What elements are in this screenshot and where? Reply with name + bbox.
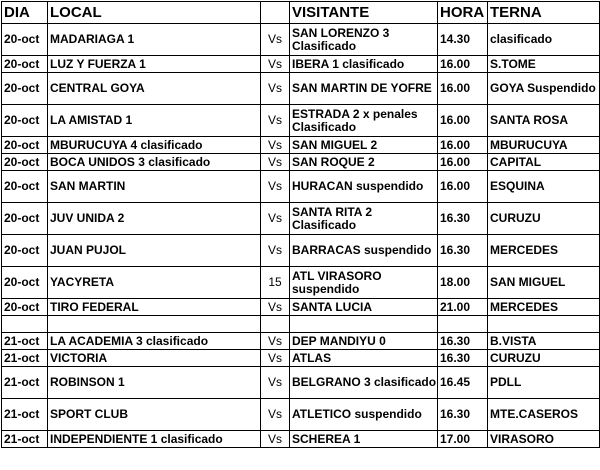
cell-visitante: [290, 316, 438, 333]
cell-vs: Vs: [261, 171, 290, 203]
cell-dia: 20-oct: [2, 267, 48, 299]
table-row: [2, 299, 600, 316]
cell-dia: 20-oct: [2, 171, 48, 203]
cell-terna: MERCEDES: [488, 299, 600, 316]
cell-visitante: SAN MARTIN DE YOFRE: [290, 73, 438, 105]
cell-terna: PDLL: [488, 367, 600, 399]
cell-visitante: SAN ROQUE 2: [290, 154, 438, 171]
cell-visitante: ATLAS: [290, 350, 438, 367]
cell-local: MBURUCUYA 4 clasificado: [48, 137, 261, 154]
cell-vs: Vs: [261, 367, 290, 399]
table-row: [2, 367, 600, 399]
cell-dia: 20-oct: [2, 56, 48, 73]
cell-dia: 21-oct: [2, 350, 48, 367]
header-local: LOCAL: [48, 2, 261, 24]
cell-terna: clasificado: [488, 24, 600, 56]
cell-dia: 20-oct: [2, 235, 48, 267]
cell-hora: 16.00: [438, 171, 488, 203]
header-hora: HORA: [438, 2, 488, 24]
cell-visitante: BELGRANO 3 clasificado: [290, 367, 438, 399]
cell-hora: 16.00: [438, 105, 488, 137]
cell-hora: 16.30: [438, 399, 488, 431]
cell-vs: Vs: [261, 73, 290, 105]
header-dia: DIA: [2, 2, 48, 24]
cell-local: JUV UNIDA 2: [48, 203, 261, 235]
cell-terna: GOYA Suspendido: [488, 73, 600, 105]
cell-local: LA AMISTAD 1: [48, 105, 261, 137]
cell-vs: 15: [261, 267, 290, 299]
cell-vs: Vs: [261, 399, 290, 431]
cell-terna: SAN MIGUEL: [488, 267, 600, 299]
cell-hora: 16.00: [438, 137, 488, 154]
cell-terna: SANTA ROSA: [488, 105, 600, 137]
cell-local: ROBINSON 1: [48, 367, 261, 399]
cell-local: TIRO FEDERAL: [48, 299, 261, 316]
cell-hora: 16.30: [438, 235, 488, 267]
cell-visitante: ATLETICO suspendido: [290, 399, 438, 431]
cell-terna: S.TOME: [488, 56, 600, 73]
cell-local: SPORT CLUB: [48, 399, 261, 431]
cell-visitante: SCHEREA 1: [290, 431, 438, 448]
cell-local: VICTORIA: [48, 350, 261, 367]
cell-hora: 16.00: [438, 154, 488, 171]
cell-vs: [261, 316, 290, 333]
cell-local: CENTRAL GOYA: [48, 73, 261, 105]
table-row: [2, 24, 600, 56]
cell-local: MADARIAGA 1: [48, 24, 261, 56]
cell-visitante: SANTA RITA 2 Clasificado: [290, 203, 438, 235]
table-row: [2, 137, 600, 154]
cell-terna: CURUZU: [488, 350, 600, 367]
cell-terna: ESQUINA: [488, 171, 600, 203]
cell-terna: MTE.CASEROS: [488, 399, 600, 431]
table-row: [2, 203, 600, 235]
table-row: [2, 154, 600, 171]
cell-hora: 16.45: [438, 367, 488, 399]
cell-visitante: DEP MANDIYU 0: [290, 333, 438, 350]
cell-local: LA ACADEMIA 3 clasificado: [48, 333, 261, 350]
cell-visitante: ESTRADA 2 x penales Clasificado: [290, 105, 438, 137]
header-row: [2, 2, 600, 24]
cell-vs: Vs: [261, 235, 290, 267]
cell-dia: 20-oct: [2, 24, 48, 56]
cell-hora: 16.00: [438, 56, 488, 73]
cell-dia: 21-oct: [2, 333, 48, 350]
cell-vs: Vs: [261, 350, 290, 367]
cell-visitante: BARRACAS suspendido: [290, 235, 438, 267]
cell-vs: Vs: [261, 105, 290, 137]
cell-vs: Vs: [261, 154, 290, 171]
cell-dia: 21-oct: [2, 431, 48, 448]
table-row: [2, 399, 600, 431]
cell-hora: 16.30: [438, 350, 488, 367]
cell-vs: Vs: [261, 299, 290, 316]
cell-dia: 20-oct: [2, 73, 48, 105]
cell-visitante: SANTA LUCIA: [290, 299, 438, 316]
table-row: [2, 73, 600, 105]
cell-terna: MBURUCUYA: [488, 137, 600, 154]
cell-terna: [488, 316, 600, 333]
fixture-table: [1, 1, 600, 448]
cell-hora: 17.00: [438, 431, 488, 448]
table-row: [2, 235, 600, 267]
cell-local: YACYRETA: [48, 267, 261, 299]
cell-terna: CURUZU: [488, 203, 600, 235]
cell-visitante: HURACAN suspendido: [290, 171, 438, 203]
cell-vs: Vs: [261, 137, 290, 154]
cell-terna: B.VISTA: [488, 333, 600, 350]
table-row: [2, 56, 600, 73]
cell-hora: 18.00: [438, 267, 488, 299]
table-row: [2, 267, 600, 299]
cell-local: SAN MARTIN: [48, 171, 261, 203]
header-terna: TERNA: [488, 2, 600, 24]
cell-visitante: SAN LORENZO 3 Clasificado: [290, 24, 438, 56]
cell-dia: 21-oct: [2, 399, 48, 431]
cell-local: [48, 316, 261, 333]
cell-local: LUZ Y FUERZA 1: [48, 56, 261, 73]
table-row: [2, 350, 600, 367]
cell-hora: 21.00: [438, 299, 488, 316]
cell-terna: CAPITAL: [488, 154, 600, 171]
cell-dia: 20-oct: [2, 203, 48, 235]
cell-dia: [2, 316, 48, 333]
cell-hora: 16.00: [438, 73, 488, 105]
table-row: [2, 171, 600, 203]
table-row: [2, 105, 600, 137]
cell-visitante: IBERA 1 clasificado: [290, 56, 438, 73]
cell-hora: 14.30: [438, 24, 488, 56]
cell-local: JUAN PUJOL: [48, 235, 261, 267]
cell-terna: VIRASORO: [488, 431, 600, 448]
header-visitante: VISITANTE: [290, 2, 438, 24]
cell-local: INDEPENDIENTE 1 clasificado: [48, 431, 261, 448]
cell-dia: 21-oct: [2, 367, 48, 399]
table-row: [2, 431, 600, 448]
cell-dia: 20-oct: [2, 154, 48, 171]
cell-visitante: SAN MIGUEL 2: [290, 137, 438, 154]
table-row: [2, 333, 600, 350]
cell-visitante: ATL VIRASORO suspendido: [290, 267, 438, 299]
cell-vs: Vs: [261, 56, 290, 73]
cell-hora: 16.30: [438, 333, 488, 350]
cell-dia: 20-oct: [2, 299, 48, 316]
cell-hora: [438, 316, 488, 333]
cell-vs: Vs: [261, 24, 290, 56]
cell-hora: 16.30: [438, 203, 488, 235]
header-vs: [261, 2, 290, 24]
cell-dia: 20-oct: [2, 137, 48, 154]
cell-vs: Vs: [261, 431, 290, 448]
cell-terna: MERCEDES: [488, 235, 600, 267]
cell-dia: 20-oct: [2, 105, 48, 137]
cell-vs: Vs: [261, 333, 290, 350]
table-row: [2, 316, 600, 333]
cell-local: BOCA UNIDOS 3 clasificado: [48, 154, 261, 171]
cell-vs: Vs: [261, 203, 290, 235]
